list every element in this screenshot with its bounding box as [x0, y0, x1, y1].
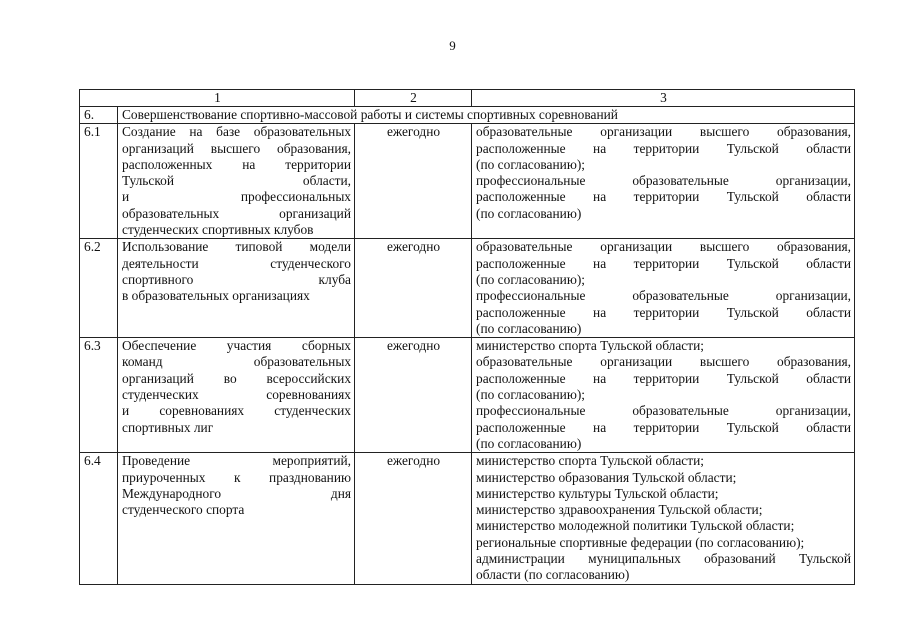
action-cell [118, 338, 355, 453]
section-number: 6. [80, 107, 118, 124]
text-line: региональные спортивные федерации (по согласованию); [476, 534, 805, 550]
text-line: расположенные на территории Тульской области [476, 304, 852, 320]
text-line: организаций во всероссийских [122, 370, 352, 386]
text-line: образовательные организации высшего образования, [476, 239, 852, 255]
row-number: 6.1 [80, 124, 118, 239]
text-line: Использование типовой модели [122, 239, 352, 255]
text-line: спортивных лиг [122, 419, 214, 435]
text-line: образовательные организации высшего образования, [476, 354, 852, 370]
section-row [80, 107, 855, 124]
text-line: расположенных на территории [122, 156, 352, 172]
row-number: 6.3 [80, 338, 118, 453]
text-line: министерство здравоохранения Тульской области; [476, 502, 763, 518]
text-line: студенческих спортивных клубов [122, 222, 314, 238]
page-number: 9 [449, 38, 456, 53]
text-line: Тульской области, [122, 173, 352, 189]
text-line: министерство молодежной политики Тульской области; [476, 518, 795, 534]
text-line: образовательные организации высшего образования, [476, 124, 852, 140]
table-row [80, 338, 855, 453]
text-line: расположенные на территории Тульской области [476, 370, 852, 386]
text-line: министерство спорта Тульской области; [476, 338, 704, 354]
table-row [80, 453, 855, 584]
column-header-1: 1 [80, 90, 355, 107]
text-line: и профессиональных [122, 189, 352, 205]
table-row [80, 239, 855, 338]
column-header-2: 2 [355, 90, 472, 107]
section-title: Совершенствование спортивно-массовой работы и системы спортивных соревнований [118, 107, 855, 124]
text-line: организаций высшего образования, [122, 140, 352, 156]
text-line: (по согласованию) [476, 205, 582, 221]
text-line: расположенные на территории Тульской области [476, 189, 852, 205]
executor-cell [472, 453, 855, 584]
text-line: министерство культуры Тульской области; [476, 485, 719, 501]
table-row [80, 124, 855, 239]
measures-table [79, 89, 855, 585]
text-line: (по согласованию); [476, 387, 586, 403]
text-line: образовательных организаций [122, 205, 352, 221]
text-line: администрации муниципальных образований Тульской [476, 551, 852, 567]
text-line: Обеспечение участия сборных [122, 338, 352, 354]
text-line: министерство спорта Тульской области; [476, 453, 704, 469]
text-line: студенческих соревнованиях [122, 387, 352, 403]
executor-cell [472, 124, 855, 239]
text-line: расположенные на территории Тульской области [476, 419, 852, 435]
text-line: расположенные на территории Тульской области [476, 140, 852, 156]
action-cell [118, 239, 355, 338]
text-line: области (по согласованию) [476, 567, 630, 583]
action-cell [118, 124, 355, 239]
executor-cell [472, 239, 855, 338]
term-cell: ежегодно [355, 239, 472, 338]
text-line: Создание на базе образовательных [122, 124, 352, 140]
text-line: (по согласованию) [476, 320, 582, 336]
term-cell: ежегодно [355, 453, 472, 584]
row-number: 6.4 [80, 453, 118, 584]
text-line: студенческого спорта [122, 502, 245, 518]
executor-cell [472, 338, 855, 453]
text-line: (по согласованию); [476, 271, 586, 287]
column-header-3: 3 [472, 90, 855, 107]
text-line: Международного дня [122, 485, 352, 501]
text-line: Проведение мероприятий, [122, 453, 352, 469]
text-line: спортивного клуба [122, 271, 352, 287]
text-line: деятельности студенческого [122, 255, 352, 271]
text-line: в образовательных организациях [122, 288, 310, 304]
term-cell: ежегодно [355, 338, 472, 453]
header-row [80, 90, 855, 107]
row-number: 6.2 [80, 239, 118, 338]
text-line: профессиональные образовательные организации, [476, 403, 852, 419]
text-line: (по согласованию) [476, 435, 582, 451]
text-line: министерство образования Тульской области; [476, 469, 737, 485]
text-line: приуроченных к празднованию [122, 469, 352, 485]
text-line: (по согласованию); [476, 156, 586, 172]
text-line: команд образовательных [122, 354, 352, 370]
text-line: и соревнованиях студенческих [122, 403, 352, 419]
term-cell: ежегодно [355, 124, 472, 239]
text-line: профессиональные образовательные организации, [476, 288, 852, 304]
text-line: расположенные на территории Тульской области [476, 255, 852, 271]
text-line: профессиональные образовательные организации, [476, 173, 852, 189]
action-cell [118, 453, 355, 584]
